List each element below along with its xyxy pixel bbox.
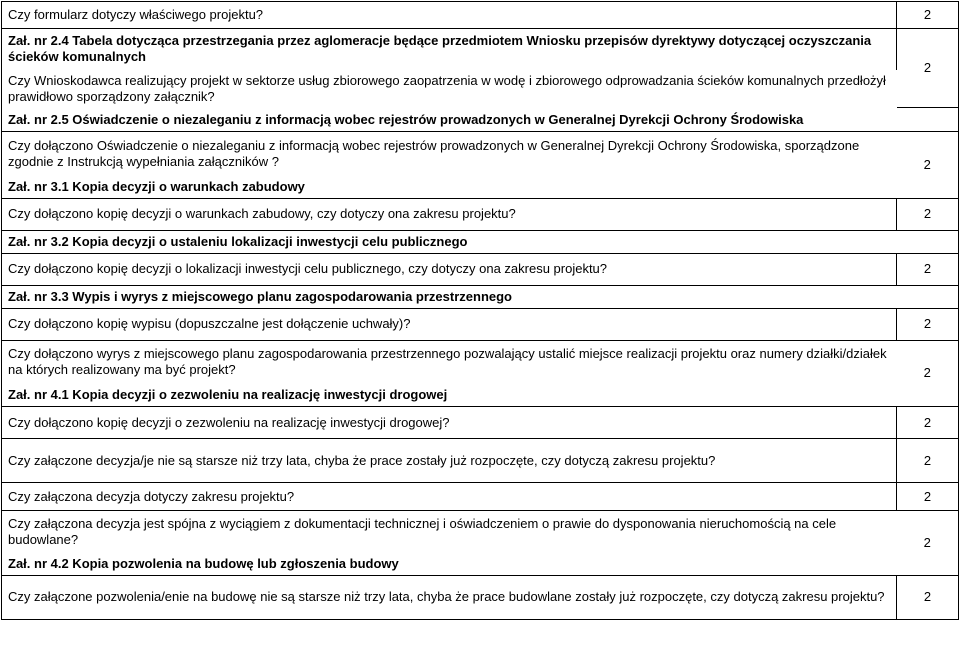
- table-row: [2, 29, 959, 70]
- table-row: [2, 198, 959, 230]
- table-row: [2, 384, 959, 407]
- score-cell: [897, 198, 959, 230]
- question-text: Czy dołączono wyrys z miejscowego planu zagospodarowania przestrzennego pozwalający ustalić miejsce realizacji projektu oraz numery działki/działek na których realizowany ma być projekt?: [8, 346, 887, 378]
- section-prefix: Zał. nr 2.: [8, 33, 62, 49]
- question-cell: [2, 340, 897, 384]
- section-title: Zał. nr 4.2 Kopia pozwolenia na budowę lub zgłoszenia budowy: [8, 555, 399, 571]
- table-row: [2, 70, 959, 108]
- question-cell: [2, 198, 897, 230]
- section-title: Zał. nr 2.5 Oświadczenie o niezaleganiu z informacją wobec rejestrów prowadzonych w Generalnej Dyrekcji Ochrony Środowiska: [8, 111, 804, 127]
- score-value: 2: [923, 452, 932, 468]
- table-row: [2, 230, 959, 253]
- section-header: [2, 384, 897, 407]
- score-value: 2: [923, 316, 932, 331]
- question-text: Czy dołączono kopię wypisu (dopuszczalne jest dołączenie uchwały)?: [8, 316, 411, 331]
- score-cell: [897, 439, 959, 483]
- table-row: [2, 407, 959, 439]
- question-cell: [2, 2, 897, 29]
- score-value: 2: [923, 7, 932, 22]
- table-row: [2, 340, 959, 384]
- question-cell: [2, 407, 897, 439]
- question-cell: [2, 132, 897, 176]
- question-cell: [2, 483, 897, 511]
- question-cell: [2, 70, 897, 108]
- table-row: [2, 108, 959, 132]
- score-cell: [897, 2, 959, 29]
- table-row: [2, 253, 959, 285]
- question-text: Czy załączona decyzja dotyczy zakresu projektu?: [8, 488, 295, 504]
- score-cell: [897, 483, 959, 511]
- table-row: [2, 176, 959, 199]
- question-text: Czy Wnioskodawca realizujący projekt w sektorze usług zbiorowego zaopatrzenia w wodę i zbiorowego odprowadzania ścieków komunalnych przedłożył prawidłowo sporządzony załącznik?: [8, 72, 886, 104]
- question-text: Czy dołączono kopię decyzji o warunkach zabudowy, czy dotyczy ona zakresu projektu?: [8, 206, 516, 221]
- question-cell: [2, 253, 897, 285]
- section-header: [2, 29, 897, 70]
- score-value: 2: [923, 534, 931, 550]
- question-cell: [2, 439, 897, 483]
- score-value: 2: [923, 365, 931, 381]
- section-title: Zał. nr 3.2 Kopia decyzji o ustaleniu lokalizacji inwestycji celu publicznego: [8, 233, 468, 249]
- section-header: [2, 176, 897, 199]
- section-title: Zał. nr 3.1 Kopia decyzji o warunkach zabudowy: [8, 178, 305, 194]
- evaluation-table: [1, 1, 959, 620]
- section-header: [2, 230, 959, 253]
- question-text: Czy dołączono Oświadczenie o niezaleganiu z informacją wobec rejestrów prowadzonych w Generalnej Dyrekcji Ochrony Środowiska, sporządzone zgodnie z Instrukcją wypełniania załączników ?: [8, 137, 860, 169]
- score-value: 2: [923, 261, 932, 276]
- score-cell: [897, 253, 959, 285]
- question-text: Czy załączone decyzja/je nie są starsze niż trzy lata, chyba że prace zostały już rozpoczęte, czy dotyczą zakresu projektu?: [8, 452, 716, 468]
- score-value: 2: [923, 206, 932, 221]
- score-value: 2: [923, 488, 932, 504]
- table-row: [2, 132, 959, 176]
- question-text: Czy dołączono kopię decyzji o zezwoleniu na realizację inwestycji drogowej?: [8, 414, 450, 430]
- score-cell: [897, 575, 959, 619]
- section-title: Zał. nr 3.3 Wypis i wyrys z miejscowego planu zagospodarowania przestrzennego: [8, 288, 512, 304]
- table-row: [2, 483, 959, 511]
- question-cell: [2, 575, 897, 619]
- score-value: 2: [923, 156, 931, 172]
- section-header: [2, 108, 959, 132]
- table-row: [2, 439, 959, 483]
- question-text: Czy formularz dotyczy właściwego projektu?: [8, 7, 264, 22]
- score-cell: [897, 340, 959, 407]
- table-row: [2, 285, 959, 308]
- table-row: [2, 575, 959, 619]
- score-cell: [897, 29, 959, 108]
- question-cell: [2, 308, 897, 340]
- table-row: [2, 2, 959, 29]
- score-value: 2: [923, 589, 932, 604]
- table-row: [2, 308, 959, 340]
- score-cell: [897, 407, 959, 439]
- question-text: Czy dołączono kopię decyzji o lokalizacji inwestycji celu publicznego, czy dotyczy ona zakresu projektu?: [8, 261, 608, 276]
- score-cell: [897, 132, 959, 199]
- section-title: 4 Tabela dotycząca przestrzegania przez aglomeracje będące przedmiotem Wniosku przepisów dyrektywy dotyczącej oczyszczania ścieków komunalnych: [8, 33, 872, 65]
- section-header: [2, 553, 897, 576]
- question-text: Czy załączona decyzja jest spójna z wyciągiem z dokumentacji technicznej i oświadczeniem o prawie do dysponowania nieruchomością na cele budowlane?: [8, 515, 837, 547]
- score-cell: [897, 308, 959, 340]
- section-header: [2, 285, 959, 308]
- score-value: 2: [923, 414, 932, 430]
- table-row: [2, 511, 959, 553]
- table-row: [2, 553, 959, 576]
- score-cell: [897, 511, 959, 576]
- section-title: Zał. nr 4.1 Kopia decyzji o zezwoleniu na realizację inwestycji drogowej: [8, 387, 448, 402]
- question-text: Czy załączone pozwolenia/enie na budowę nie są starsze niż trzy lata, chyba że prace budowlane zostały już rozpoczęte, czy dotyczą zakresu projektu?: [8, 589, 885, 604]
- score-value: 2: [923, 60, 932, 75]
- question-cell: [2, 511, 897, 553]
